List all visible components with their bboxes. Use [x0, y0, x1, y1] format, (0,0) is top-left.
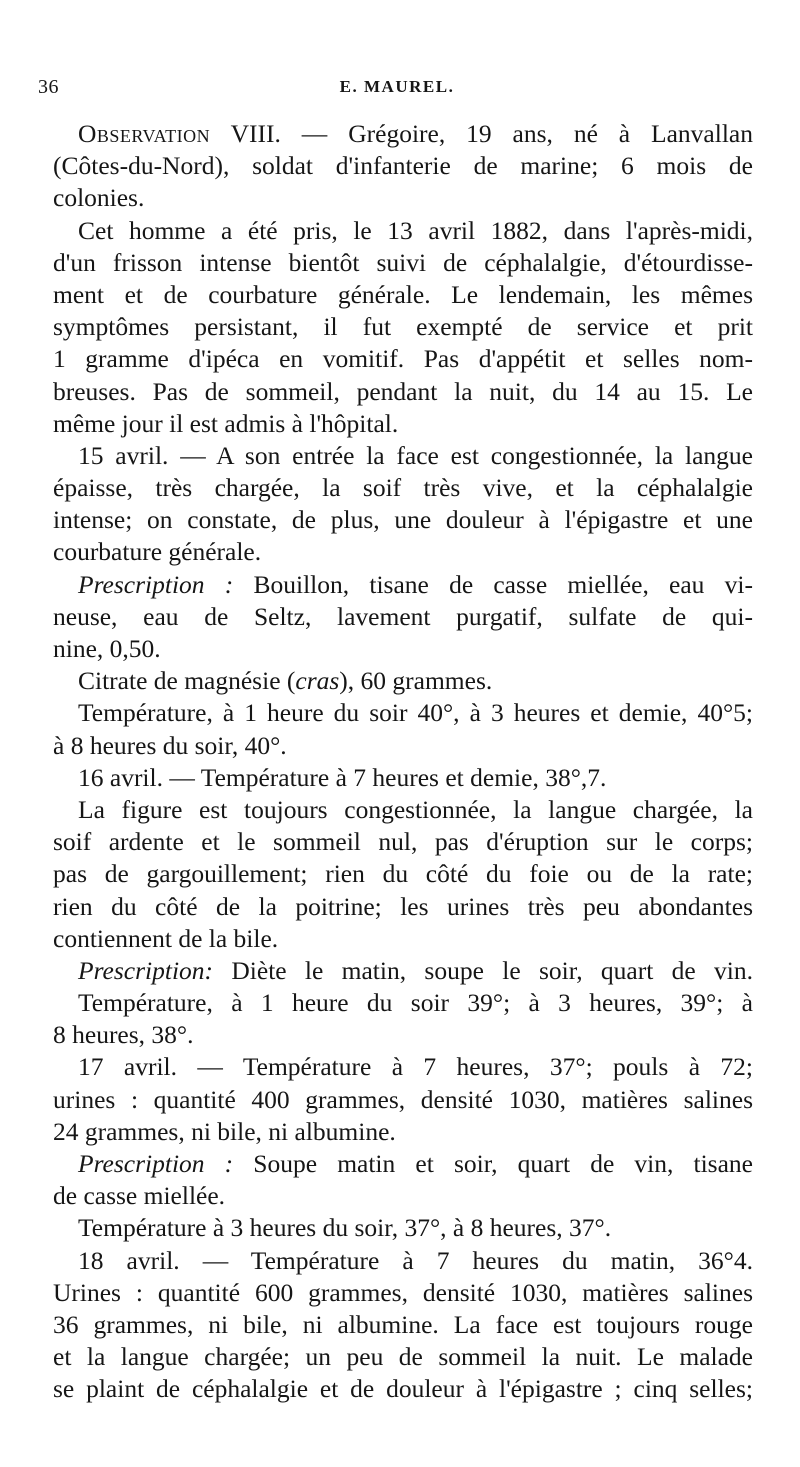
running-head: [38, 76, 756, 100]
text-line: et la langue chargée; un peu de sommeil la nuit. Le malade: [53, 1342, 753, 1372]
text-span: ), 60 grammes.: [339, 666, 493, 696]
text-line: [53, 118, 753, 150]
text-line: 24 grammes, ni bile, ni albumine.: [53, 1116, 396, 1146]
text-line: pas de gargouillement; rien du côté du foie ou de la rate;: [53, 859, 753, 889]
text-line: 16 avril. — Température à 7 heures et demie, 38°,7.: [78, 762, 607, 792]
text-line: soif ardente et le sommeil nul, pas d'éruption sur le corps;: [53, 827, 753, 857]
text-line: à 8 heures du soir, 40°.: [53, 730, 287, 760]
text-line: breuses. Pas de sommeil, pendant la nuit, du 14 au 15. Le: [53, 376, 753, 406]
text-line: 15 avril. — A son entrée la face est congestionnée, la langue: [78, 440, 753, 470]
text-line: [53, 1148, 753, 1180]
text-line: Température, à 1 heure du soir 39°; à 3 heures, 39°; à: [78, 988, 753, 1018]
text-line: [53, 955, 753, 987]
text-line: 17 avril. — Température à 7 heures, 37°; pouls à 72;: [78, 1052, 753, 1082]
running-head-author: E. MAUREL.: [339, 77, 455, 96]
text-line: colonies.: [53, 183, 145, 213]
text-line: Urines : quantité 600 grammes, densité 1030, matières salines: [53, 1277, 753, 1307]
text-line: La figure est toujours congestionnée, la langue chargée, la: [78, 794, 753, 824]
text-line: Température, à 1 heure du soir 40°, à 3 heures et demie, 40°5;: [78, 698, 753, 728]
text-span: VIII. — Grégoire, 19 ans, né à Lanvallan: [210, 119, 753, 148]
text-line: de casse miellée.: [53, 1181, 226, 1211]
text-line: (Côtes-du-Nord), soldat d'infanterie de marine; 6 mois de: [53, 151, 753, 181]
text-line: ment et de courbature générale. Le lendemain, les mêmes: [53, 279, 753, 309]
text-line: épaisse, très chargée, la soif très vive, et la céphalalgie: [53, 473, 753, 503]
text-line: [53, 569, 753, 601]
text-line: 36 grammes, ni bile, ni albumine. La face est toujours rouge: [53, 1309, 753, 1339]
text-line: courbature générale.: [53, 537, 262, 567]
observation-label: Observation: [78, 119, 211, 148]
prescription-label: Prescription :: [78, 1149, 234, 1178]
observation-text: [53, 118, 753, 1406]
prescription-label: Prescription :: [78, 569, 234, 599]
text-span: Diète le matin, soupe le soir, quart de vin.: [213, 955, 753, 985]
text-line: rien du côté de la poitrine; les urines très peu abondantes: [53, 891, 753, 921]
text-line: contiennent de la bile.: [53, 923, 279, 953]
text-line: urines : quantité 400 grammes, densité 1030, matières salines: [53, 1084, 753, 1114]
text-line: [53, 665, 753, 697]
text-line: 1 gramme d'ipéca en vomitif. Pas d'appétit et selles nom-: [53, 344, 753, 374]
page-number: 36: [38, 76, 59, 98]
text-span: Bouillon, tisane de casse miellée, eau vi-: [233, 569, 753, 599]
text-line: intense; on constate, de plus, une douleur à l'épigastre et une: [53, 505, 753, 535]
text-line: Cet homme a été pris, le 13 avril 1882, dans l'après-midi,: [78, 215, 753, 245]
text-line: d'un frisson intense bientôt suivi de céphalalgie, d'étourdisse-: [53, 247, 753, 277]
text-line: 18 avril. — Température à 7 heures du matin, 36°4.: [78, 1245, 753, 1275]
text-line: neuse, eau de Seltz, lavement purgatif, sulfate de qui-: [53, 601, 753, 631]
italic-word: cras: [295, 666, 340, 696]
text-line: nine, 0,50.: [53, 634, 161, 663]
text-line: Température à 3 heures du soir, 37°, à 8 heures, 37°.: [78, 1213, 612, 1243]
text-line: symptômes persistant, il fut exempté de service et prit: [53, 312, 753, 342]
text-span: Citrate de magnésie (: [78, 666, 296, 696]
prescription-label: Prescription:: [78, 955, 214, 985]
text-line: 8 heures, 38°.: [53, 1020, 194, 1050]
text-line: se plaint de céphalalgie et de douleur à l'épigastre ; cinq selles;: [53, 1374, 753, 1404]
text-line: même jour il est admis à l'hôpital.: [53, 408, 399, 438]
text-span: Soupe matin et soir, quart de vin, tisane: [233, 1149, 753, 1178]
